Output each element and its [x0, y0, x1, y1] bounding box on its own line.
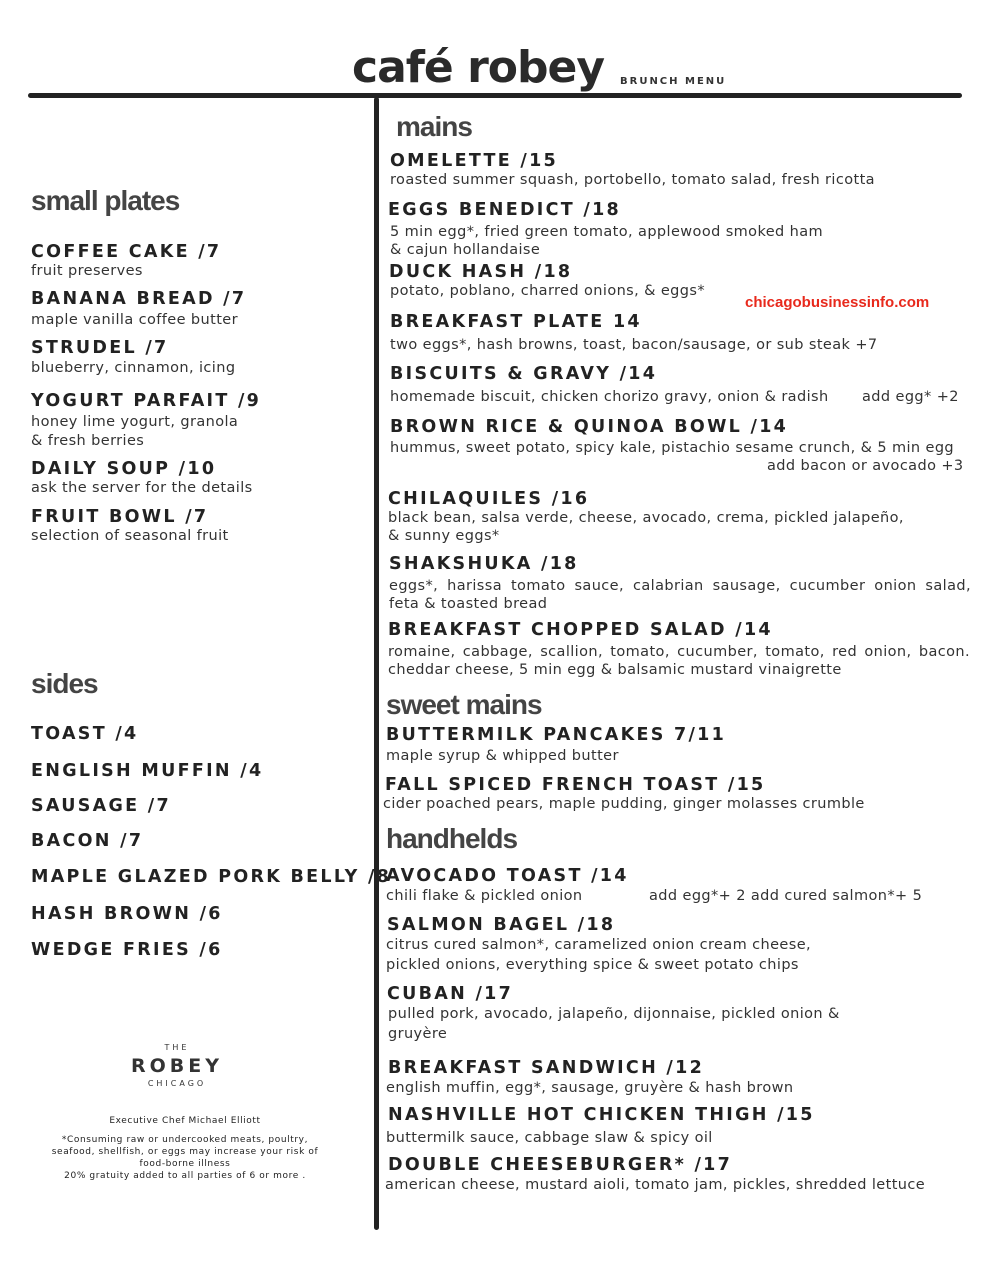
- health-notice-line: seafood, shellfish, or eggs may increase your risk of: [51, 1147, 319, 1157]
- menu-item-desc: maple vanilla coffee butter: [31, 312, 238, 328]
- menu-item-desc: citrus cured salmon*, caramelized onion cream cheese,: [386, 937, 812, 953]
- gratuity-notice: 20% gratuity added to all parties of 6 or more .: [64, 1171, 306, 1181]
- menu-item-desc: selection of seasonal fruit: [31, 528, 229, 544]
- menu-item-name: SALMON BAGEL /18: [387, 915, 616, 935]
- menu-item-desc: romaine, cabbage, scallion, tomato, cucumber, tomato, red onion, bacon. cheddar cheese, 5 min egg & balsamic mustard vinaigrette: [388, 644, 970, 678]
- executive-chef: Executive Chef Michael Elliott: [109, 1116, 261, 1126]
- menu-item-name: EGGS BENEDICT /18: [388, 200, 622, 220]
- header-divider: [28, 93, 962, 98]
- menu-item-name: BISCUITS & GRAVY /14: [390, 364, 658, 384]
- menu-item-desc: chili flake & pickled onion: [386, 888, 583, 904]
- menu-item-name: STRUDEL /7: [31, 338, 169, 358]
- menu-item-name: DUCK HASH /18: [389, 262, 573, 282]
- side-item: TOAST /4: [31, 724, 139, 744]
- menu-item-desc: gruyère: [388, 1026, 448, 1042]
- section-heading-small-plates: small plates: [31, 185, 180, 216]
- menu-item-name: FALL SPICED FRENCH TOAST /15: [385, 775, 766, 795]
- logo-city: CHICAGO: [147, 1079, 207, 1088]
- section-heading-sweet-mains: sweet mains: [386, 689, 542, 720]
- logo-name: ROBEY: [130, 1055, 223, 1077]
- menu-item-addon: add egg*+ 2 add cured salmon*+ 5: [649, 888, 923, 904]
- section-heading-handhelds: handhelds: [386, 823, 518, 854]
- menu-item-desc: & cajun hollandaise: [390, 242, 541, 258]
- side-item: MAPLE GLAZED PORK BELLY /8: [31, 867, 392, 887]
- watermark-url: chicagobusinessinfo.com: [745, 294, 930, 311]
- menu-item-desc: cider poached pears, maple pudding, ginger molasses crumble: [383, 796, 865, 812]
- menu-item-desc: ask the server for the details: [31, 480, 253, 496]
- menu-item-name: COFFEE CAKE /7: [31, 242, 222, 262]
- menu-item-name: BANANA BREAD /7: [31, 289, 247, 309]
- side-item: HASH BROWN /6: [31, 904, 223, 924]
- menu-item-addon: add egg* +2: [862, 389, 959, 405]
- menu-item-desc: english muffin, egg*, sausage, gruyère & hash brown: [386, 1080, 794, 1096]
- section-heading-mains: mains: [396, 111, 472, 142]
- menu-item-name: NASHVILLE HOT CHICKEN THIGH /15: [388, 1105, 815, 1125]
- menu-item-desc: two eggs*, hash browns, toast, bacon/sausage, or sub steak +7: [390, 337, 878, 353]
- menu-item-name: BREAKFAST CHOPPED SALAD /14: [388, 620, 773, 640]
- menu-item-desc: potato, poblano, charred onions, & eggs*: [390, 283, 705, 299]
- menu-subtitle: BRUNCH MENU: [620, 76, 727, 87]
- menu-title: café robey: [352, 42, 605, 93]
- menu-item-name: DOUBLE CHEESEBURGER* /17: [388, 1155, 733, 1175]
- side-item: BACON /7: [31, 831, 144, 851]
- menu-item-name: AVOCADO TOAST /14: [386, 866, 629, 886]
- health-notice-line: *Consuming raw or undercooked meats, poultry,: [61, 1135, 309, 1145]
- menu-item-name: OMELETTE /15: [390, 151, 559, 171]
- column-divider: [374, 97, 379, 1230]
- menu-item-name: FRUIT BOWL /7: [31, 507, 209, 527]
- menu-item-desc: 5 min egg*, fried green tomato, applewood smoked ham: [390, 224, 824, 240]
- side-item: SAUSAGE /7: [31, 796, 171, 816]
- menu-item-name: BUTTERMILK PANCAKES 7/11: [386, 725, 727, 745]
- menu-item-desc: maple syrup & whipped butter: [386, 748, 619, 764]
- menu-item-desc: buttermilk sauce, cabbage slaw & spicy oil: [386, 1130, 713, 1146]
- menu-item-name: BREAKFAST SANDWICH /12: [388, 1058, 705, 1078]
- menu-item-name: SHAKSHUKA /18: [389, 554, 579, 574]
- menu-item-desc: black bean, salsa verde, cheese, avocado, crema, pickled jalapeño,: [388, 510, 904, 526]
- menu-item-desc: & sunny eggs*: [388, 528, 500, 544]
- menu-item-desc: & fresh berries: [31, 433, 145, 449]
- menu-item-desc: homemade biscuit, chicken chorizo gravy, onion & radish: [390, 389, 829, 405]
- menu-item-addon: add bacon or avocado +3: [767, 458, 964, 474]
- side-item: ENGLISH MUFFIN /4: [31, 761, 264, 781]
- menu-item-name: YOGURT PARFAIT /9: [31, 391, 262, 411]
- menu-item-name: BROWN RICE & QUINOA BOWL /14: [390, 417, 789, 437]
- menu-item-desc: honey lime yogurt, granola: [31, 414, 239, 430]
- menu-item-desc: pickled onions, everything spice & sweet potato chips: [386, 957, 799, 973]
- menu-item-desc: fruit preserves: [31, 263, 143, 279]
- section-heading-sides: sides: [31, 668, 98, 699]
- menu-item-desc: american cheese, mustard aioli, tomato jam, pickles, shredded lettuce: [385, 1177, 926, 1193]
- menu-item-desc: roasted summer squash, portobello, tomato salad, fresh ricotta: [390, 172, 875, 188]
- logo-top-text: THE: [164, 1043, 190, 1052]
- side-item: WEDGE FRIES /6: [31, 940, 223, 960]
- menu-item-name: BREAKFAST PLATE 14: [390, 312, 642, 332]
- menu-item-desc: hummus, sweet potato, spicy kale, pistachio sesame crunch, & 5 min egg: [390, 440, 955, 456]
- menu-item-desc: pulled pork, avocado, jalapeño, dijonnaise, pickled onion &: [388, 1006, 840, 1022]
- menu-item-desc: blueberry, cinnamon, icing: [31, 360, 236, 376]
- menu-item-desc: eggs*, harissa tomato sauce, calabrian sausage, cucumber onion salad, feta & toasted bread: [389, 578, 971, 612]
- menu-item-name: DAILY SOUP /10: [31, 459, 217, 479]
- menu-item-name: CHILAQUILES /16: [388, 489, 590, 509]
- health-notice-line: food-borne illness: [139, 1159, 231, 1169]
- robey-logo: [117, 1043, 237, 1088]
- menu-item-name: CUBAN /17: [387, 984, 514, 1004]
